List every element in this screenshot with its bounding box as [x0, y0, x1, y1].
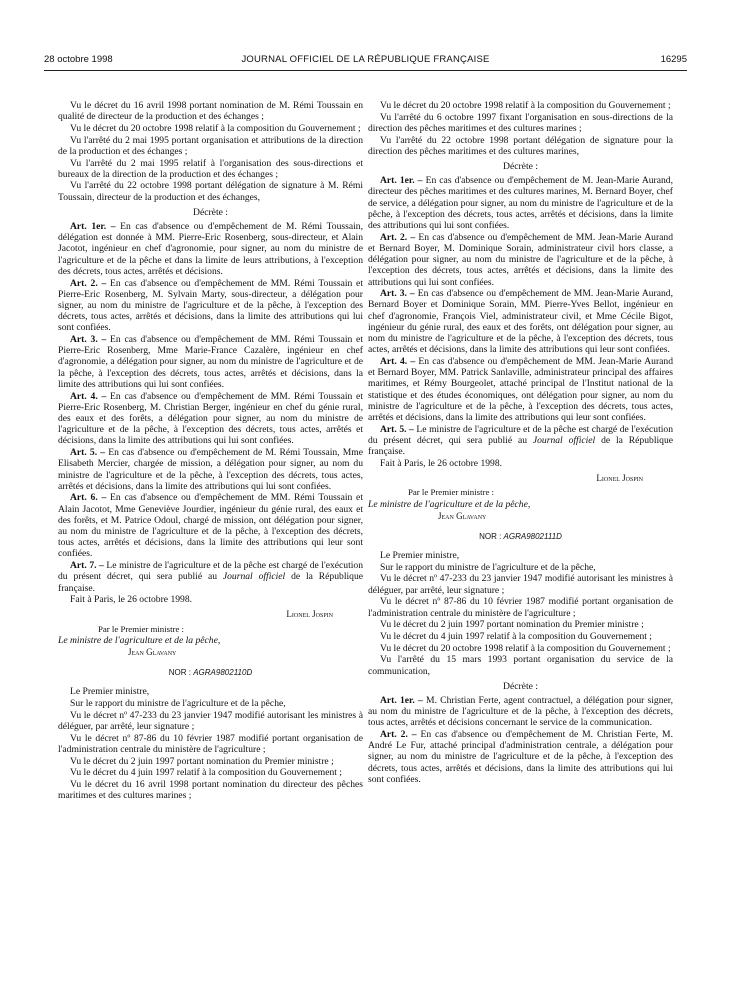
article-text: En cas d'absence ou d'empêchement de MM. Jean-Marie Aurand et Bernard Boyer, MM. Patrick Sanlaville, administrateur principal des affaires maritimes, et Rémy Bourgeolet, attaché principal de l'Institut national de la statistique et des études économiques, ont délégation pour signer, au nom du ministre de l'agriculture et de la pêche, à l'exception des décrets, tous actes, arrêtés et décisions, dans la limite des attributions qui leur sont confiées. [368, 355, 673, 423]
journal-title: JOURNAL OFFICIEL DE LA RÉPUBLIQUE FRANÇAISE [241, 54, 490, 65]
visa: Sur le rapport du ministre de l'agriculture et de la pêche, [70, 698, 286, 710]
article-label: Art. 2. – [70, 277, 107, 289]
article-text: Le ministre de l'agriculture et de la pêche est chargé de l'exécution du présent décret, qui sera publié au [368, 423, 673, 446]
article-label: Art. 1er. – [70, 221, 116, 233]
article [58, 334, 363, 390]
header-date: 28 octobre 1998 [44, 54, 113, 65]
article-label: Art. 5. – [380, 423, 414, 435]
visa: Vu le décret nº 87-86 du 10 février 1987 modifié portant organisation de l'administration centrale du ministère de l'agriculture ; [58, 732, 363, 755]
visa: Vu le décret du 4 juin 1997 relatif à la composition du Gouvernement ; [70, 767, 342, 779]
article-label: Art. 2. – [380, 729, 417, 741]
decrete-heading: Décrète : [193, 206, 228, 218]
visa: Vu l'arrêté du 22 octobre 1998 portant délégation de signature à M. Rémi Toussain, directeur de la production et des échanges, [58, 180, 363, 203]
article [368, 288, 673, 355]
header-rule [44, 70, 687, 71]
article [58, 560, 363, 594]
visa: Vu le décret du 20 octobre 1998 relatif à la composition du Gouvernement ; [70, 122, 361, 134]
visa: Vu le décret nº 47-233 du 23 janvier 1947 modifié autorisant les ministres à déléguer, par arrêté, leur signature ; [368, 573, 673, 596]
visa: Le Premier ministre, [380, 550, 460, 562]
decrete-heading: Décrète : [503, 161, 538, 173]
article [58, 221, 363, 277]
article-text: En cas d'absence ou d'empêchement de MM. Rémi Toussain et Pierre-Eric Rosenberg, M. Sylvain Marty, sous-directeur, a délégation pour signer, au nom du ministre de l'agriculture et de la pêche, à l'exception des décrets, tous actes, arrêtés et décisions, dans la limite des attributions qui lui sont confiées. [58, 277, 363, 334]
article [368, 695, 673, 729]
visa: Vu le décret du 20 octobre 1998 relatif à la composition du Gouvernement ; [380, 642, 671, 654]
journal-officiel: Journal officiel [532, 434, 596, 446]
signature: Lionel Jospin [596, 473, 643, 483]
nor-reference [58, 667, 363, 678]
article [368, 424, 673, 458]
visa: Vu l'arrêté du 2 mai 1995 portant organisation et attributions de la direction de la production et des échanges ; [58, 134, 363, 157]
article-text: En cas d'absence ou d'empêchement de MM. Jean-Marie Aurand, Bernard Boyer et Dominique Sorain, MM. Pierre-Yves Bellot, ingénieur en chef d'agronomie, François Viel, administrateur civil, et Mme Cécile Bigot, ingénieur du génie rural, des eaux et des forêts, ont délégation pour signer, au nom du ministre de l'agriculture et de la pêche, à l'exception des décrets, tous actes, arrêtés et décisions, dans la limite des attributions qui leur sont confiées. [368, 288, 673, 356]
article-text: En cas d'absence ou d'empêchement de M. Rémi Toussain, Mme Elisabeth Mercier, chargée de mission, a délégation pour signer, au nom du ministre de l'agriculture et de la pêche, à l'exception des décrets, tous actes, arrêtés et décisions, dans la limite des attributions qui lui sont confiées. [58, 447, 363, 492]
visa: Vu l'arrêté du 15 mars 1993 portant organisation du service de la communication, [368, 654, 673, 677]
article [58, 492, 363, 559]
article-text: En cas d'absence ou d'empêchement de MM. Rémi Toussain et Alain Jacotot, Mme Geneviève Jourdier, ingénieur du génie rural, des eaux et des forêts, et M. Patrice Odoul, chargé de mission, ont délégation pour signer, au nom du ministre de l'agriculture et de la pêche, à l'exception des décrets, tous actes, arrêtés et décisions, dans la limite des attributions qui leur sont confiées. [58, 492, 363, 560]
article-text: En cas d'absence ou d'empêchement de MM. Rémi Toussain et Pierre-Eric Rosenberg, Mme Marie-France Cazalère, ingénieur en chef d'agronomie, a délégation pour signer, au nom du ministre de l'agriculture et de la pêche, à l'exception des décrets, tous actes, arrêtés et décisions, dans la limite des attributions qui lui sont confiées. [58, 334, 363, 390]
visa: Vu le décret du 4 juin 1997 relatif à la composition du Gouvernement ; [380, 630, 652, 642]
visa: Vu le décret du 20 octobre 1998 relatif à la composition du Gouvernement ; [380, 100, 671, 111]
decrete-heading: Décrète : [503, 680, 538, 692]
nor-code: AGRA9802110D [193, 668, 253, 678]
journal-officiel: Journal officiel [222, 571, 286, 583]
article-label: Art. 5. – [70, 447, 106, 459]
article-text: En cas d'absence ou d'empêchement de M. Jean-Marie Aurand, directeur des pêches maritimes et des cultures marines, M. Bernard Boyer, chef de service, a délégation pour signer, au nom du ministre de l'agriculture et de la pêche, à l'exception des décrets, tous actes, arrêtés et décisions, dans la limite des attributions qui lui sont confiées. [368, 175, 673, 232]
left-column [58, 100, 363, 802]
article-label: Art. 4. – [70, 390, 107, 402]
article [58, 447, 363, 492]
article-label: Art. 2. – [380, 231, 416, 243]
visa: Sur le rapport du ministre de l'agriculture et de la pêche, [380, 561, 596, 573]
nor-label: NOR : [479, 531, 504, 541]
visa: Vu le décret nº 47-233 du 23 janvier 1947 modifié autorisant les ministres à déléguer, par arrêté, leur signature ; [58, 709, 363, 733]
article-text: En cas d'absence ou d'empêchement de M. Christian Ferte, M. André Le Fur, attaché principal d'administration centrale, a délégation pour signer, au nom du ministre de l'agriculture et de la pêche, à l'exception des décrets, tous actes, arrêtés et décisions, dans la limite des attributions qui lui sont confiées. [368, 729, 673, 785]
article-text: M. Christian Ferte, agent contractuel, a délégation pour signer, au nom du ministre de l'agriculture et de la pêche, à l'exception des décrets, tous actes, arrêtés et décisions concernant le service de la communication. [368, 694, 673, 729]
nor-code: AGRA9802111D [503, 531, 562, 541]
article [58, 391, 363, 447]
nor-reference [368, 531, 673, 542]
visa: Le Premier ministre, [70, 686, 150, 698]
fait-a-paris: Fait à Paris, le 26 octobre 1998. [70, 594, 193, 606]
visa: Vu le décret du 16 avril 1998 portant nomination du directeur des pêches maritimes et des cultures marines ; [58, 779, 363, 802]
visa: Vu le décret nº 87-86 du 10 février 1987 modifié portant organisation de l'administration centrale du ministère de l'agriculture ; [368, 596, 673, 619]
visa: Vu l'arrêté du 22 octobre 1998 portant délégation de signature pour la direction des pêches maritimes et des cultures marines, [368, 134, 673, 157]
page-number: 16295 [660, 54, 687, 65]
article [368, 175, 673, 231]
minister-name: Jean Glavany [438, 510, 487, 521]
visa: Vu l'arrêté du 6 octobre 1997 fixant l'organisation en sous-directions de la direction des pêches maritimes et des cultures marines ; [368, 111, 673, 134]
article [58, 278, 363, 334]
right-column [368, 100, 673, 786]
article-text: En cas d'absence ou d'empêchement de MM. Rémi Toussain et Pierre-Eric Rosenberg, M. Christian Berger, ingénieur en chef du génie rural, des eaux et des forêts, a délégation pour signer, au nom du ministre de l'agriculture et de la pêche, à l'exception des décrets, tous actes, arrêtés et décisions, dans la limite des attributions qui lui sont confiées. [58, 390, 363, 447]
article [368, 232, 673, 288]
page-header [44, 52, 687, 68]
article-text: En cas d'absence ou d'empêchement de M. Rémi Toussain, délégation est donnée à MM. Pierre-Eric Rosenberg, sous-directeur, et Alain Jacotot, ingénieur en chef d'agronomie, pour signer, au nom du ministre de l'agriculture et de la pêche et dans la limite de leurs attributions, à l'exception des décrets, tous actes, arrêtés et décisions. [58, 221, 363, 277]
article-label: Art. 6. – [70, 492, 107, 504]
article-text: de la République française. [368, 434, 673, 458]
article-text: En cas d'absence ou d'empêchement de MM. Jean-Marie Aurand et Bernard Boyer, M. Dominique Sorain, administrateur civil hors classe, a délégation pour signer, au nom du ministre de l'agriculture et de la pêche, à l'exception des décrets, tous actes, arrêtés et décisions, dans la limite des attributions qui lui sont confiées. [368, 231, 673, 288]
article-label: Art. 7. – [70, 560, 104, 572]
article-text: Le ministre de l'agriculture et de la pêche est chargé de l'exécution du présent décret, qui sera publié au [58, 560, 363, 583]
minister-title: Le ministre de l'agriculture et de la pêche, [58, 635, 221, 647]
article-label: Art. 4. – [380, 355, 416, 367]
visa: Vu le décret du 16 avril 1998 portant nomination de M. Rémi Toussain en qualité de directeur de la production et des échanges ; [58, 100, 363, 123]
visa: Vu l'arrêté du 2 mai 1995 relatif à l'organisation des sous-directions et bureaux de la direction de la production et des échanges ; [58, 157, 363, 180]
article-label: Art. 1er. – [380, 694, 423, 706]
minister-name: Jean Glavany [128, 647, 177, 658]
par-le-premier-ministre: Par le Premier ministre : [408, 487, 494, 498]
minister-title: Le ministre de l'agriculture et de la pêche, [368, 498, 531, 510]
article-label: Art. 3. – [380, 288, 415, 300]
article-label: Art. 1er. – [380, 175, 423, 187]
article-label: Art. 3. – [70, 334, 107, 346]
nor-label: NOR : [168, 668, 194, 678]
par-le-premier-ministre: Par le Premier ministre : [98, 623, 184, 634]
signature: Lionel Jospin [286, 609, 333, 620]
fait-a-paris: Fait à Paris, le 26 octobre 1998. [380, 457, 503, 469]
article-text: de la République française. [58, 571, 363, 594]
article [368, 729, 673, 785]
visa: Vu le décret du 2 juin 1997 portant nomination du Premier ministre ; [70, 755, 334, 767]
article [368, 356, 673, 423]
visa: Vu le décret du 2 juin 1997 portant nomination du Premier ministre ; [380, 619, 644, 631]
